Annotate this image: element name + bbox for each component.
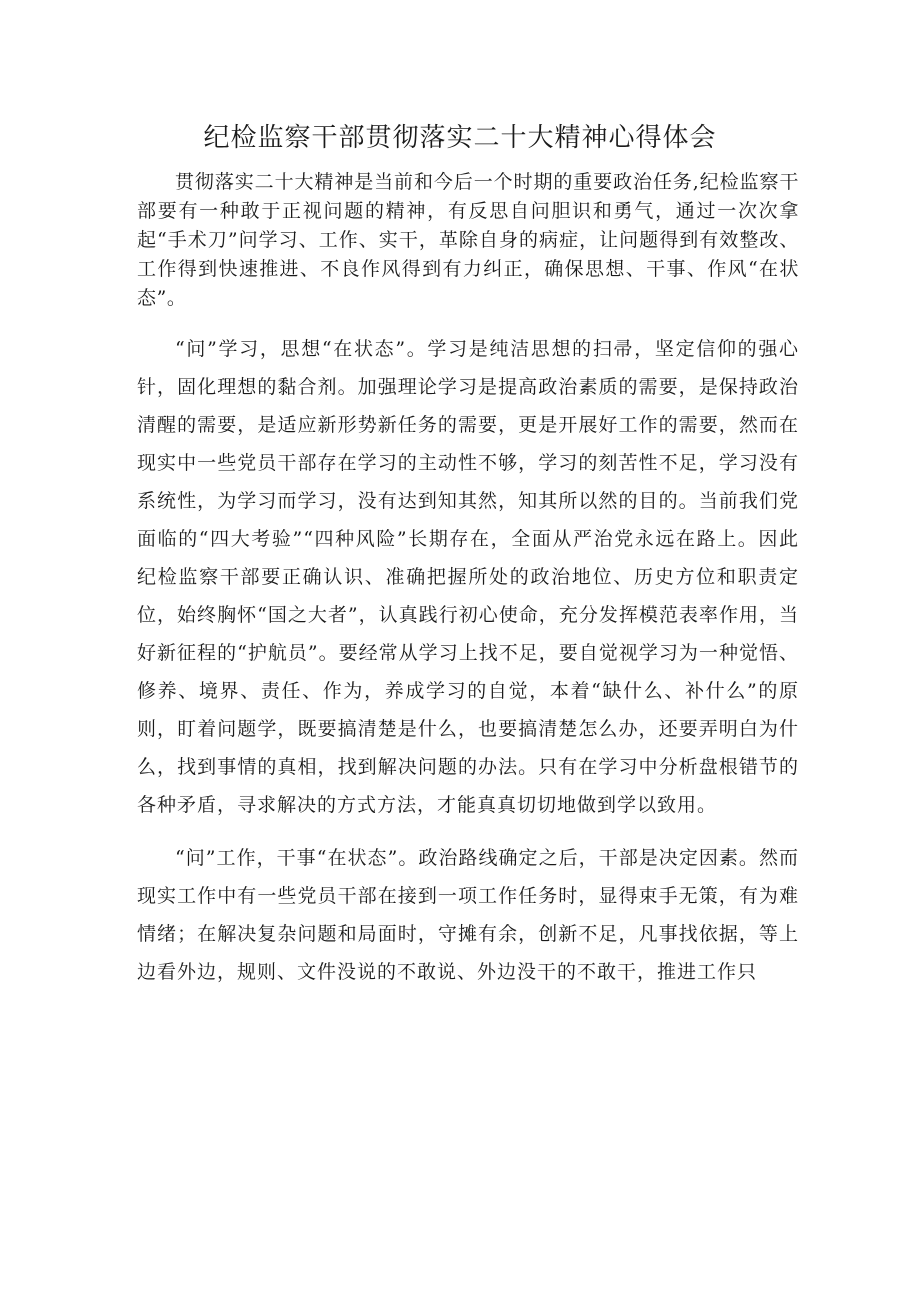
document-body	[137, 168, 799, 991]
paragraph-work: “问”工作，干事“在状态”。政治路线确定之后，干部是决定因素。然而现实工作中有一些党员干部在接到一项工作任务时，显得束手无策，有为难情绪；在解决复杂问题和局面时，守摊有余，创新不足，凡事找依据，等上边看外边，规则、文件没说的不敢说、外边没干的不敢干，推进工作只	[137, 847, 799, 983]
paragraph-intro: 贯彻落实二十大精神是当前和今后一个时期的重要政治任务,纪检监察干部要有一种敢于正视问题的精神，有反思自问胆识和勇气，通过一次次拿起“手术刀”问学习、工作、实干，革除自身的病症，让问题得到有效整改、工作得到快速推进、不良作风得到有力纠正，确保思想、干事、作风“在状态”。	[137, 171, 799, 309]
paragraph-study: “问”学习，思想“在状态”。学习是纯洁思想的扫帚，坚定信仰的强心针，固化理想的黏合剂。加强理论学习是提高政治素质的需要，是保持政治清醒的需要，是适应新形势新任务的需要，更是开展好工作的需要，然而在现实中一些党员干部存在学习的主动性不够，学习的刻苦性不足，学习没有系统性，为学习而学习，没有达到知其然，知其所以然的目的。当前我们党面临的“四大考验”“四种风险”长期存在，全面从严治党永远在路上。因此纪检监察干部要正确认识、准确把握所处的政治地位、历史方位和职责定位，始终胸怀“国之大者”，认真践行初心使命，充分发挥模范表率作用，当好新征程的“护航员”。要经常从学习上找不足，要自觉视学习为一种觉悟、修养、境界、责任、作为，养成学习的自觉，本着“缺什么、补什么”的原则，盯着问题学，既要搞清楚是什么，也要搞清楚怎么办，还要弄明白为什么，找到事情的真相，找到解决问题的办法。只有在学习中分析盘根错节的各种矛盾，寻求解决的方式方法，才能真真切切地做到学以致用。	[137, 338, 799, 816]
document-title: 纪检监察干部贯彻落实二十大精神心得体会	[203, 123, 717, 153]
